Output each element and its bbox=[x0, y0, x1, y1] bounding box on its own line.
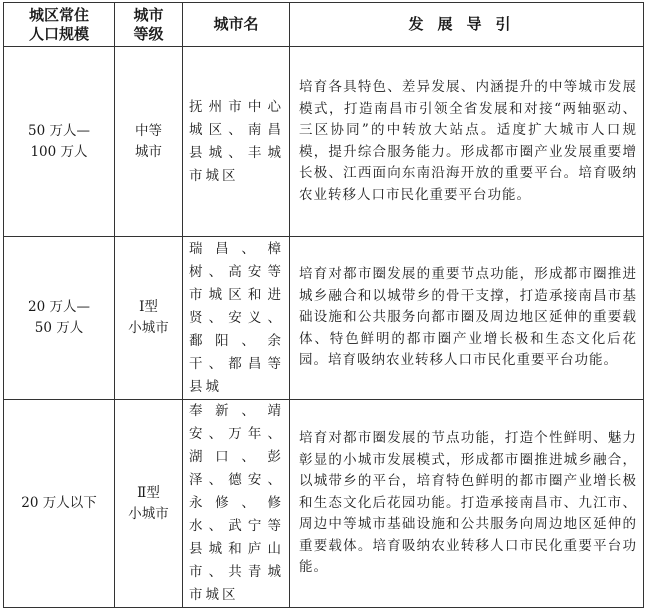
population-cell: 20 万人— 50 万人 bbox=[4, 237, 115, 400]
level-cell: 中等 城市 bbox=[115, 47, 183, 237]
table-row bbox=[4, 47, 644, 237]
city-development-table bbox=[3, 2, 644, 608]
guide-cell: 培育对都市圈发展的重要节点功能，形成都市圈推进城乡融合和以城带乡的骨干支撑，打造承接南昌市基础设施和公共服务向都市圈及周边地区延伸的重要载体、特色鲜明的都市圈产业增长极和生态文化后花园。培育吸纳农业转移人口市民化重要平台功能。 bbox=[290, 237, 644, 400]
header-row bbox=[4, 3, 644, 47]
cities-cell: 奉新、靖安、万年、湖口、彭泽、德安、永修、修水、武宁等县城和庐山市、共青城市城区 bbox=[183, 400, 290, 608]
population-cell: 50 万人— 100 万人 bbox=[4, 47, 115, 237]
cities-cell: 抚州市中心城区、南昌县城、丰城市城区 bbox=[183, 47, 290, 237]
cities-cell: 瑞昌、樟树、高安等市城区和进贤、安义、鄱阳、余干、都昌等县城 bbox=[183, 237, 290, 400]
header-population: 城区常住 人口规模 bbox=[4, 3, 115, 47]
header-city: 城市名 bbox=[183, 3, 290, 47]
header-level: 城市 等级 bbox=[115, 3, 183, 47]
table-row bbox=[4, 400, 644, 608]
level-cell: Ⅰ型 小城市 bbox=[115, 237, 183, 400]
guide-cell: 培育各具特色、差异发展、内涵提升的中等城市发展模式，打造南昌市引领全省发展和对接“两轴驱动、三区协同”的中转放大站点。适度扩大城市人口规模，提升综合服务能力。形成都市圈产业发展重要增长极、江西面向东南沿海开放的重要平台。培育吸纳农业转移人口市民化重要平台功能。 bbox=[290, 47, 644, 237]
header-guide: 发展导引 bbox=[290, 3, 644, 47]
table-row bbox=[4, 237, 644, 400]
population-cell: 20 万人以下 bbox=[4, 400, 115, 608]
level-cell: Ⅱ型 小城市 bbox=[115, 400, 183, 608]
guide-cell: 培育对都市圈发展的节点功能，打造个性鲜明、魅力彰显的小城市发展模式，形成都市圈推进城乡融合，以城带乡的平台，培育特色鲜明的都市圈产业增长极和生态文化后花园功能。打造承接南昌市、九江市、周边中等城市基础设施和公共服务向周边地区延伸的重要载体。培育吸纳农业转移人口市民化重要平台功能。 bbox=[290, 400, 644, 608]
